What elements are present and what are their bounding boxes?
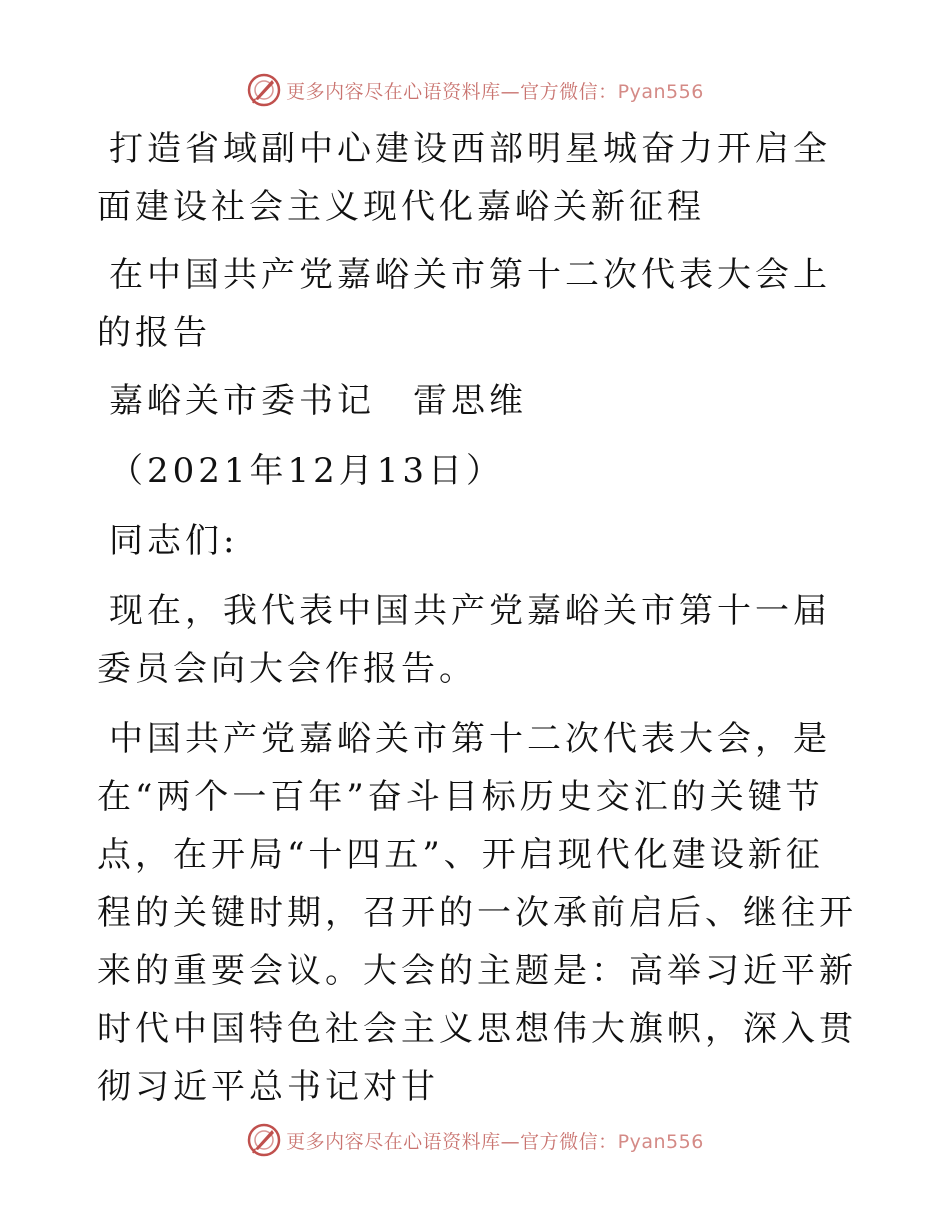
quill-logo-icon (246, 1122, 282, 1158)
document-date: （2021年12月13日） (109, 451, 505, 491)
document-body (97, 120, 857, 1128)
watermark-text: 更多内容尽在心语资料库—官方微信： (286, 80, 618, 103)
watermark-wechat-id: Pyan556 (617, 1130, 704, 1153)
document-greeting: 同志们: (109, 521, 239, 561)
document-author: 嘉峪关市委书记 雷思维 (109, 381, 527, 421)
document-subtitle: 在中国共产党嘉峪关市第十二次代表大会上的报告 (97, 255, 831, 353)
watermark-text: 更多内容尽在心语资料库—官方微信： (286, 1130, 618, 1153)
header-watermark (0, 70, 950, 110)
body-paragraph: 现在，我代表中国共产党嘉峪关市第十一届委员会向大会作报告。 (97, 591, 831, 689)
watermark-wechat-id: Pyan556 (617, 80, 704, 103)
footer-watermark (0, 1120, 950, 1160)
document-title: 打造省域副中心建设西部明星城奋力开启全面建设社会主义现代化嘉峪关新征程 (97, 129, 831, 227)
body-paragraph: 中国共产党嘉峪关市第十二次代表大会，是在“两个一百年”奋斗目标历史交汇的关键节点，在开局“十四五”、开启现代化建设新征程的关键时期，召开的一次承前启后、继往开来的重要会议。大会的主题是：高举习近平新时代中国特色社会主义思想伟大旗帜，深入贯彻习近平总书记对甘 (97, 719, 857, 1107)
quill-logo-icon (246, 72, 282, 108)
